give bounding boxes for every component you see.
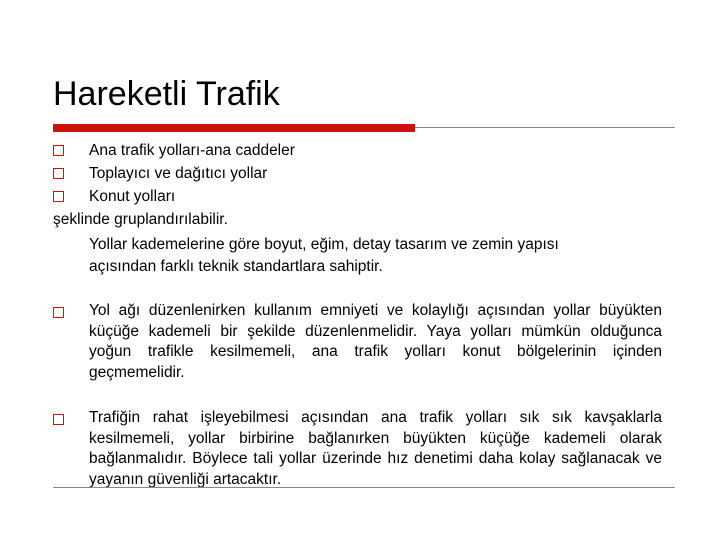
- hollow-square-bullet-icon: [53, 307, 64, 318]
- summary-line: şeklinde gruplandırılabilir.: [53, 211, 228, 228]
- list-item: Ana trafik yolları-ana caddeler: [89, 142, 295, 159]
- indented-text-line: Yollar kademelerine göre boyut, eğim, detay tasarım ve zemin yapısı: [89, 236, 559, 253]
- hollow-square-bullet-icon: [53, 191, 64, 202]
- paragraph: Yol ağı düzenlenirken kullanım emniyeti ve kolaylığı açısından yollar büyükten küçüğe kademeli bir şekilde düzenlenmelidir. Yaya yolları mümkün olduğunca yoğun trafikle kesilmemeli, ana trafik yolları konut bölgelerinin içinden geçmemelidir.: [89, 302, 662, 381]
- hollow-square-bullet-icon: [53, 168, 64, 179]
- slide-title: Hareketli Trafik: [53, 75, 280, 113]
- indented-text-line: açısından farklı teknik standartlara sahiptir.: [89, 258, 383, 275]
- title-divider-line: [415, 127, 675, 128]
- hollow-square-bullet-icon: [53, 145, 64, 156]
- bottom-divider-line: [53, 487, 675, 488]
- title-accent-bar: [53, 124, 415, 132]
- hollow-square-bullet-icon: [53, 414, 64, 425]
- paragraph: Trafiğin rahat işleyebilmesi açısından ana trafik yolları sık sık kavşaklarla kesilmemeli, yollar birbirine bağlanırken büyükten küçüğe kademeli olarak bağlanmalıdır. Böylece tali yollar üzerinde hız denetimi daha kolay sağlanacak ve yayanın güvenliği artacaktır.: [89, 409, 662, 488]
- list-item: Toplayıcı ve dağıtıcı yollar: [89, 165, 268, 182]
- list-item: Konut yolları: [89, 188, 176, 205]
